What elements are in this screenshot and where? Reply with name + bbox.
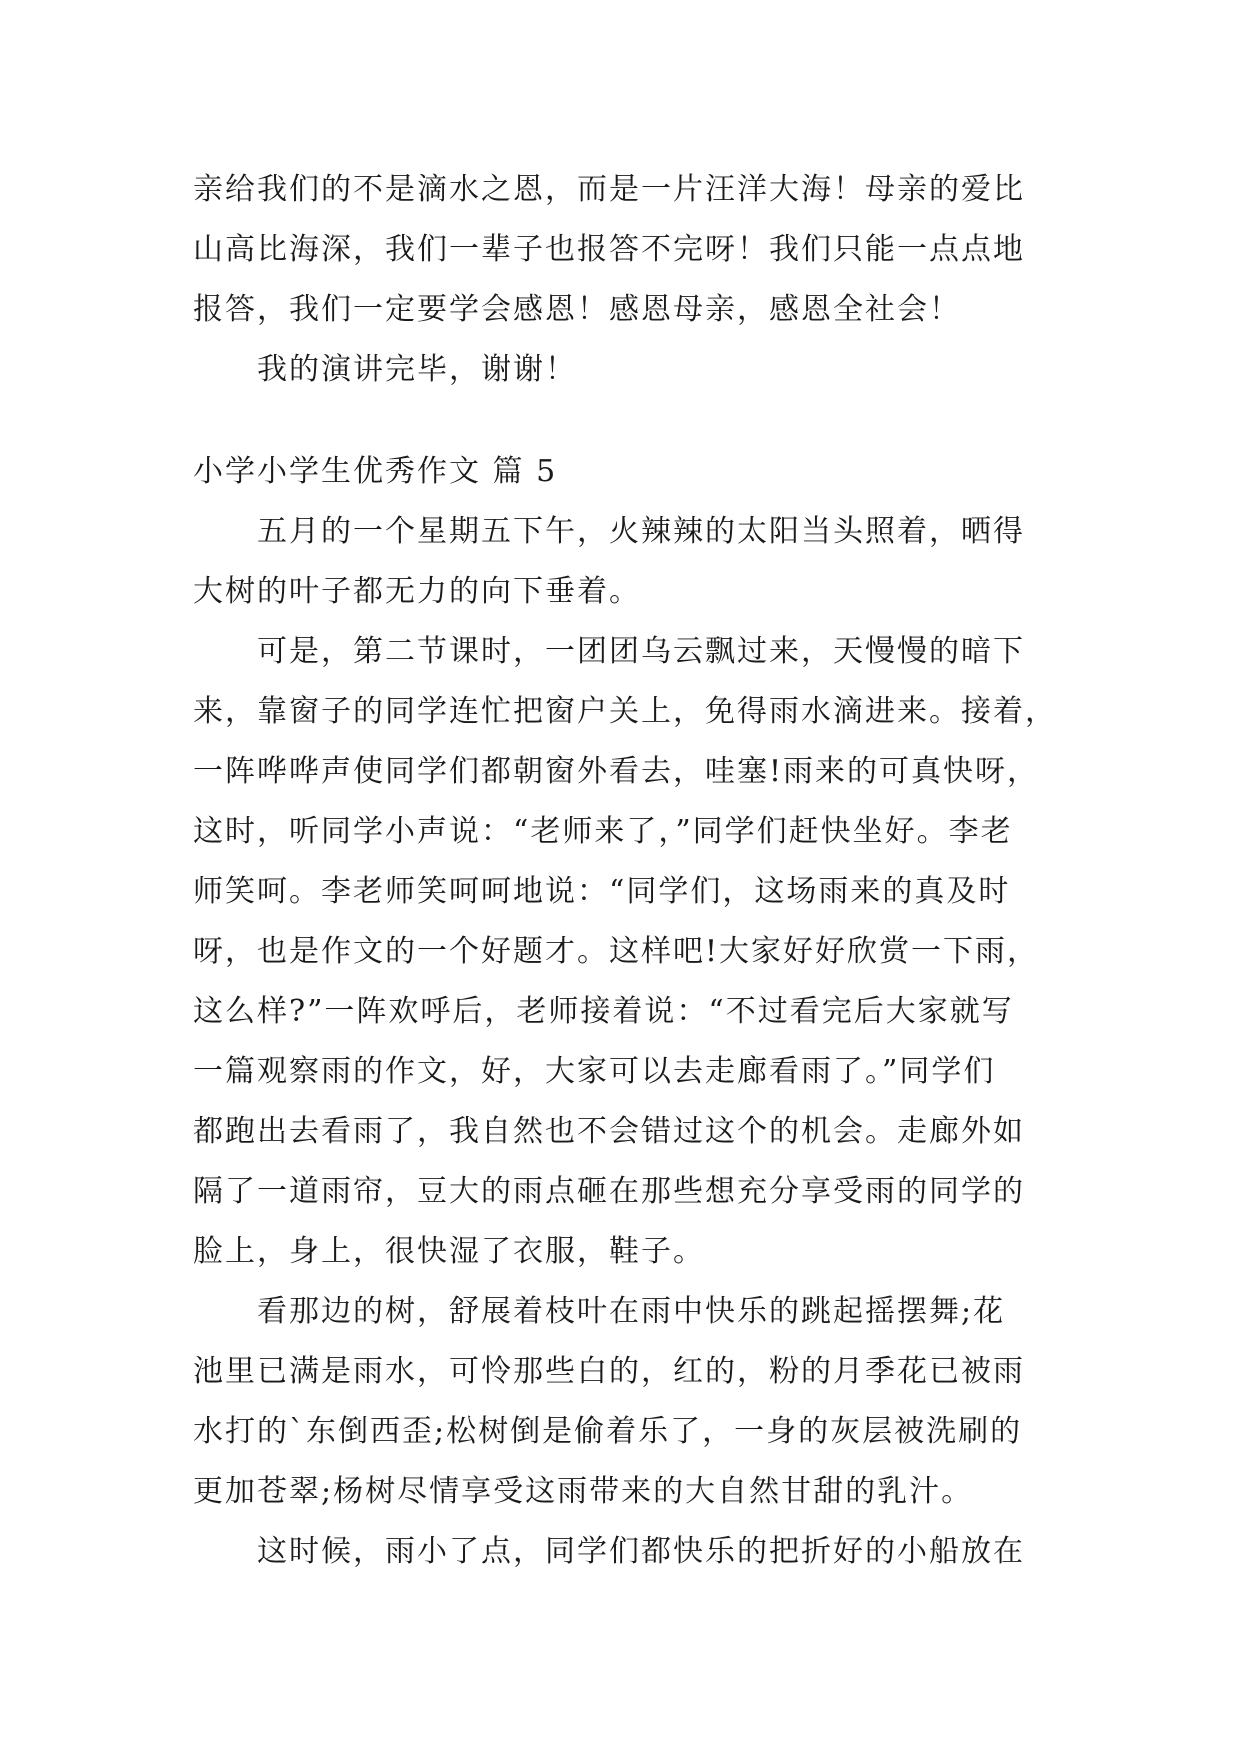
text-line: 隔了一道雨帘，豆大的雨点砸在那些想充分享受雨的同学的 [193,1174,1025,1209]
closing-line: 我的演讲完毕，谢谢！ [257,352,577,387]
text-line: 看那边的树，舒展着枝叶在雨中快乐的跳起摇摆舞;花 [257,1294,1006,1329]
paragraph-prev [193,160,1063,340]
section-gap [193,400,1063,442]
text-line: 脸上，身上，很快湿了衣服，鞋子。 [193,1234,705,1269]
text-line: 来，靠窗子的同学连忙把窗户关上，免得雨水滴进来。接着， [193,694,1057,729]
text-line: 更加苍翠;杨树尽情享受这雨带来的大自然甘甜的乳汁。 [193,1474,974,1509]
text-line: 山高比海深，我们一辈子也报答不完呀！我们只能一点点地 [193,232,1025,267]
text-line: 报答，我们一定要学会感恩！感恩母亲，感恩全社会！ [193,292,961,327]
document-body [193,160,1063,1582]
text-line: 水打的`东倒西歪;松树倒是偷着乐了，一身的灰层被洗刷的 [193,1414,1023,1449]
text-line: 亲给我们的不是滴水之恩，而是一片汪洋大海！母亲的爱比 [193,172,1025,207]
text-line: 这时，听同学小声说：“老师来了，”同学们赶快坐好。李老 [193,814,1013,849]
text-line: 一篇观察雨的作文，好，大家可以去走廊看雨了。”同学们 [193,1054,996,1089]
text-line: 这时候，雨小了点，同学们都快乐的把折好的小船放在 [257,1534,1025,1569]
text-line: 池里已满是雨水，可怜那些白的，红的，粉的月季花已被雨 [193,1354,1025,1389]
text-line: 大树的叶子都无力的向下垂着。 [193,574,641,609]
text-line: 五月的一个星期五下午，火辣辣的太阳当头照着，晒得 [257,514,1025,549]
text-line: 师笑呵。李老师笑呵呵地说：“同学们，这场雨来的真及时 [193,874,1011,909]
text-line: 可是，第二节课时，一团团乌云飘过来，天慢慢的暗下 [257,634,1025,669]
paragraph-3 [193,1282,1063,1522]
paragraph-4 [193,1522,1063,1582]
section-title: 小学小学生优秀作文 篇 5 [193,454,558,489]
text-line: 都跑出去看雨了，我自然也不会错过这个的机会。走廊外如 [193,1114,1025,1149]
paragraph-1 [193,502,1063,622]
text-line: 一阵哗哗声使同学们都朝窗外看去，哇塞!雨来的可真快呀， [193,754,1040,789]
paragraph-2 [193,622,1063,1282]
text-line: 这么样?”一阵欢呼后，老师接着说：“不过看完后大家就写 [193,994,1014,1029]
text-line: 呀，也是作文的一个好题才。这样吧!大家好好欣赏一下雨， [193,934,1040,969]
